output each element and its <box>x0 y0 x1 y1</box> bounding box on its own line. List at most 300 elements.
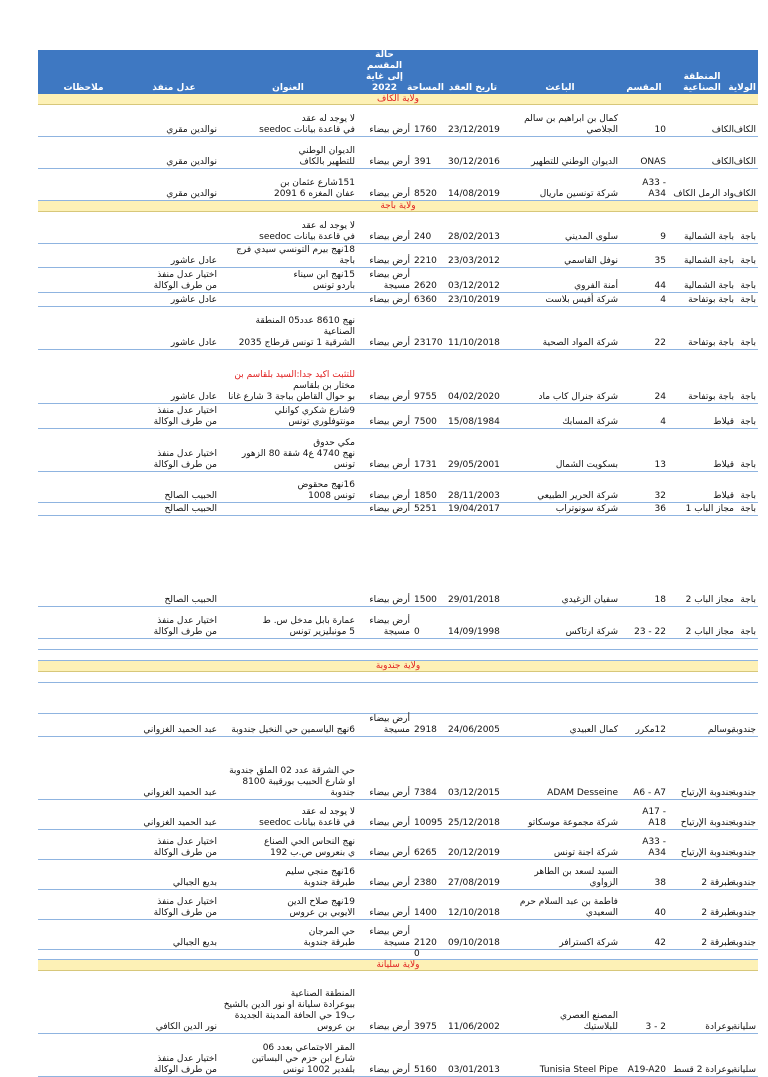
cell-contract-date: 29/01/2018 <box>448 595 500 605</box>
cell-notary: نوالدين مقري <box>129 169 219 201</box>
cell-address: عمارة بابل مدخل س. ط 5 مونبليزير تونس <box>219 607 357 639</box>
cell-address: نهج 8610 عدد05 المنطقة الصناعية الشرقية 1 تونس قرطاج 2035 <box>219 307 357 350</box>
cell-gov: جندوبة <box>736 860 758 890</box>
cell-promoter: شركة اكسترافر <box>500 920 620 950</box>
cell-notary: اختيار عدل منفذ من طرف الوكالة <box>129 607 219 639</box>
cell-notary: اختيار عدل منفذ من طرف الوكالة <box>129 404 219 429</box>
cell-area: 3975 <box>412 971 446 1034</box>
cell-notary: بديع الجبالي <box>129 860 219 890</box>
cell-gov: باجة <box>736 350 758 404</box>
cell-zone: قيلاط <box>668 429 736 472</box>
cell-land-state: أرض بيضاء <box>357 307 412 350</box>
cell-area: 6360 <box>412 293 446 307</box>
cell-gov: باجة <box>736 212 758 244</box>
cell-subdivision: 2 - 3 <box>620 971 668 1034</box>
cell-subdivision: A33 - A34 <box>620 830 668 860</box>
cell-address: لا يوجد له عقد في قاعدة بيانات seedoc <box>219 105 357 137</box>
cell-area: 7384 <box>412 737 446 800</box>
cell-promoter: سلوى المديني <box>500 212 620 244</box>
blank-row <box>38 650 758 661</box>
cell-promoter: شركة مجموعة موسكاتو <box>500 800 620 830</box>
empty-cell <box>129 950 219 960</box>
cell-land-state: أرض بيضاء <box>357 593 412 607</box>
header-remarks: ملاحظات <box>38 50 129 94</box>
cell-promoter: كمال بن ابراهيم بن سالم الجلاصي <box>500 105 620 137</box>
cell-zone: باجة الشمالية <box>668 244 736 268</box>
cell-zone: بوسالم <box>668 714 736 737</box>
cell-contract-date: 11/10/2018 <box>446 307 500 350</box>
cell-gov: باجة <box>736 268 758 293</box>
cell-contract-date: 15/08/1984 <box>446 404 500 429</box>
cell-contract-date: 11/06/2002 <box>446 971 500 1034</box>
header-gov: الولاية <box>736 50 758 94</box>
cell-gov: الكاف <box>736 169 758 201</box>
cell-land-state: أرض بيضاء <box>357 830 412 860</box>
cell-zone: باجة الشمالية <box>668 268 736 293</box>
cell-area: 240 <box>412 212 446 244</box>
cell-contract-date: 29/05/2001 <box>446 429 500 472</box>
cell-gov: سليانة <box>736 1034 758 1077</box>
table-row <box>38 607 758 639</box>
cell-promoter: شركة المواد الصحية <box>500 307 620 350</box>
cell-contract-date: 14/08/2019 <box>446 169 500 201</box>
cell-subdivision: A33 - A34 <box>620 169 668 201</box>
cell-subdivision: A19-A20 <box>620 1034 668 1077</box>
cell-notary: اختيار عدل منفذ من طرف الوكالة <box>129 830 219 860</box>
cell-gov: سليانة <box>736 971 758 1034</box>
cell-gov: باجة <box>736 307 758 350</box>
promoters-table-continued <box>38 593 758 1077</box>
cell-address: الديوان الوطني للتطهير بالكاف <box>219 137 357 169</box>
section-row <box>38 201 758 212</box>
cell-remarks <box>38 137 129 169</box>
subtotal-value: 0 <box>412 950 446 960</box>
cell-remarks <box>38 307 129 350</box>
table-row <box>38 472 758 503</box>
cell-area: 7500 <box>412 404 446 429</box>
cell-notary: عادل عاشور <box>129 350 219 404</box>
table-row <box>38 860 758 890</box>
table-row <box>38 137 758 169</box>
cell-notary: نوالدين مقري <box>129 105 219 137</box>
cell-promoter: شركة أفيس بلاست <box>500 293 620 307</box>
cell-zone: طبرقة 2 <box>668 890 736 920</box>
cell-address <box>219 503 357 516</box>
cell-zone: مجاز الباب 2 <box>668 607 736 639</box>
cell-address <box>219 350 357 404</box>
cell-area: 1400 <box>412 890 446 920</box>
cell-gov: باجة <box>736 293 758 307</box>
table-sheet-2 <box>38 593 758 1077</box>
header-address: العنوان <box>219 50 357 94</box>
cell-notary: عبد الحميد الغزواني <box>129 737 219 800</box>
cell-promoter: شركة الحرير الطبيعي <box>500 472 620 503</box>
cell-notary: اختيار عدل منفذ من طرف الوكالة <box>129 890 219 920</box>
cell-promoter: شركة ارتاكس <box>500 607 620 639</box>
cell-area: 1850 <box>412 472 446 503</box>
header-row <box>38 50 758 94</box>
cell-area: 0 <box>412 607 446 639</box>
cell-promoter: نوفل القاسمي <box>500 244 620 268</box>
cell-notary <box>129 212 219 244</box>
header-subdivision: المقسم <box>620 50 668 94</box>
cell-notary: اختيار عدل منفذ من طرف الوكالة <box>129 1034 219 1077</box>
cell-promoter: ADAM Desseine <box>500 737 620 800</box>
cell-zone: مجاز الباب 2 <box>668 593 736 607</box>
cell-address: 9شارع شكري كوانلي مونتوفلوري تونس <box>219 404 357 429</box>
cell-remarks <box>38 830 129 860</box>
cell-subdivision: 18 <box>620 593 668 607</box>
cell-land-state: أرض بيضاء <box>357 244 412 268</box>
cell-area: 2918 <box>412 714 446 737</box>
cell-contract-date: 12/10/2018 <box>446 890 500 920</box>
cell-contract-date: 23/10/2019 <box>446 293 500 307</box>
cell-land-state: أرض بيضاء <box>357 350 412 404</box>
cell-promoter: سفيان الزغيدي <box>500 593 620 607</box>
header-land-state: حالة المقسم إلى غاية 2022 <box>357 50 412 94</box>
cell-subdivision: 44 <box>620 268 668 293</box>
blank-cell <box>38 639 758 650</box>
cell-land-state: أرض بيضاء <box>357 890 412 920</box>
cell-area: 2120 <box>412 920 446 950</box>
cell-contract-date: 30/12/2016 <box>446 137 500 169</box>
cell-contract-date: 25/12/2018 <box>446 800 500 830</box>
cell-address <box>219 593 357 607</box>
table-row <box>38 800 758 830</box>
cell-subdivision: 4 <box>620 293 668 307</box>
cell-subdivision: 4 <box>620 404 668 429</box>
cell-contract-date: 09/10/2018 <box>446 920 500 950</box>
cell-subdivision: 13 <box>620 429 668 472</box>
cell-notary: نوالدين مقري <box>129 137 219 169</box>
cell-remarks <box>38 293 129 307</box>
cell-land-state: أرض بيضاء <box>357 971 412 1034</box>
cell-zone: جندوبة الإرتياح <box>668 830 736 860</box>
table-row <box>38 920 758 950</box>
cell-promoter: فاطمة بن عبد السلام حرم السعيدي <box>500 890 620 920</box>
cell-area: 1500 <box>412 593 446 607</box>
cell-subdivision: 12مكرر <box>620 714 668 737</box>
blank-row <box>38 683 758 714</box>
cell-land-state: أرض بيضاء <box>357 1034 412 1077</box>
table-row <box>38 429 758 472</box>
cell-promoter: السيد لسعد بن الطاهر الزواوي <box>500 860 620 890</box>
cell-land-state: أرض بيضاء <box>357 105 412 137</box>
cell-promoter: بسكويت الشمال <box>500 429 620 472</box>
cell-zone: قيلاط <box>668 472 736 503</box>
cell-zone: واد الرمل الكاف <box>668 169 736 201</box>
cell-address: المنطقة الصناعية ببوعرادة سليانة او نور الدين بالشيخ ب19 حي الحافة المدينة الجديدة بن عروس <box>219 971 357 1034</box>
cell-contract-date: 27/08/2019 <box>446 860 500 890</box>
table-row <box>38 503 758 516</box>
cell-contract-date: 04/02/2020 <box>446 350 500 404</box>
cell-remarks <box>38 593 129 607</box>
cell-area: 2210 <box>412 244 446 268</box>
header-notary: عدل منفذ <box>129 50 219 94</box>
cell-zone: باجة بوتفاحة <box>668 350 736 404</box>
empty-cell <box>219 950 357 960</box>
cell-address: 151شارع عثمان بن عفان المغزه 6 2091 <box>219 169 357 201</box>
cell-promoter: شركة اجنة تونس <box>500 830 620 860</box>
cell-subdivision: ONAS <box>620 137 668 169</box>
table-row <box>38 212 758 244</box>
address-warning-note: للتثبت اكيد جدا:السيد بلقاسم بن <box>234 370 355 380</box>
blank-cell <box>38 672 758 683</box>
cell-zone: طبرقة 2 <box>668 860 736 890</box>
section-title: ولاية سليانة <box>38 960 758 971</box>
table-row <box>38 890 758 920</box>
cell-contract-date: 19/04/2017 <box>448 504 500 514</box>
cell-remarks <box>38 714 129 737</box>
cell-area: 1731 <box>412 429 446 472</box>
blank-cell <box>38 683 758 714</box>
cell-address: 18نهج بيرم التونسي سيدي فرج باجة <box>219 244 357 268</box>
cell-subdivision: 40 <box>620 890 668 920</box>
header-zone: المنطقة الصناعية <box>668 50 736 94</box>
cell-subdivision: 36 <box>620 503 668 516</box>
cell-remarks <box>38 737 129 800</box>
cell-gov: باجة <box>736 244 758 268</box>
cell-land-state: أرض بيضاء <box>357 212 412 244</box>
table-row <box>38 1034 758 1077</box>
cell-notary: الحبيب الصالح <box>129 503 219 516</box>
cell-zone: الكاف <box>668 137 736 169</box>
cell-address: المقر الاجتماعي بعدد 06 شارع ابن حزم حي البساتين بلفدير 1002 تونس <box>219 1034 357 1077</box>
cell-area: 10095 <box>412 800 446 830</box>
empty-cell <box>357 950 412 960</box>
subtotal-row <box>38 950 758 960</box>
table-row <box>38 268 758 293</box>
cell-notary: اختيار عدل منفذ من طرف الوكالة <box>129 429 219 472</box>
table-row <box>38 105 758 137</box>
cell-zone: بوعرادة <box>668 971 736 1034</box>
cell-promoter: الديوان الوطني للتطهير <box>500 137 620 169</box>
cell-subdivision: 38 <box>620 860 668 890</box>
cell-remarks <box>38 169 129 201</box>
cell-notary: عبد الحميد الغزواني <box>129 714 219 737</box>
cell-contract-date: 24/06/2005 <box>446 714 500 737</box>
header-area: المساحة <box>412 50 446 94</box>
cell-land-state: أرض بيضاء مسيجة <box>357 714 412 737</box>
cell-remarks <box>38 920 129 950</box>
cell-area: 5160 <box>412 1034 446 1077</box>
cell-notary: نور الدين الكافي <box>129 971 219 1034</box>
cell-area: 8520 <box>412 169 446 201</box>
cell-promoter: شركة تونسين ماريال <box>500 169 620 201</box>
cell-contract-date: 23/12/2019 <box>446 105 500 137</box>
cell-remarks <box>38 429 129 472</box>
cell-gov: باجة <box>736 503 758 516</box>
cell-area: 5251 <box>412 503 446 516</box>
table-sheet-1 <box>38 50 758 516</box>
empty-cell <box>500 950 620 960</box>
cell-land-state: أرض بيضاء <box>357 860 412 890</box>
cell-gov: باجة <box>736 404 758 429</box>
table-row <box>38 350 758 404</box>
cell-address: 19نهج صلاح الدين الايوبي بن عروس <box>219 890 357 920</box>
table-row <box>38 404 758 429</box>
table-row <box>38 714 758 737</box>
cell-gov: جندوبة <box>736 830 758 860</box>
cell-remarks <box>38 860 129 890</box>
cell-notary: عادل عاشور <box>129 244 219 268</box>
cell-area: 9755 <box>412 350 446 404</box>
cell-contract-date: 03/01/2013 <box>446 1034 500 1077</box>
cell-contract-date: 14/09/1998 <box>446 607 500 639</box>
cell-gov: باجة <box>736 429 758 472</box>
cell-area: 2620 <box>412 268 446 293</box>
cell-notary: بديع الجبالي <box>129 920 219 950</box>
cell-address: مكي حدوق نهج 4740 ع4 شقة 80 الزهور تونس <box>219 429 357 472</box>
cell-subdivision: 9 <box>620 212 668 244</box>
empty-cell <box>446 950 500 960</box>
cell-gov: باجة <box>736 593 758 607</box>
cell-subdivision: 22 <box>620 307 668 350</box>
cell-zone: باجة بوتفاحة <box>668 293 736 307</box>
cell-notary: الحبيب الصالح <box>129 593 219 607</box>
cell-area: 391 <box>412 137 446 169</box>
cell-area: 23170 <box>412 307 446 350</box>
cell-land-state: أرض بيضاء <box>357 137 412 169</box>
table-row <box>38 307 758 350</box>
empty-cell <box>668 950 736 960</box>
cell-land-state: أرض بيضاء <box>357 472 412 503</box>
cell-remarks <box>38 472 129 503</box>
cell-address: حي الشرقة عدد 02 الملق جندوبة او شارع الحبيب بورقيبة 8100 جندوبة <box>219 737 357 800</box>
cell-zone: الكاف <box>668 105 736 137</box>
cell-gov: جندوبة <box>736 920 758 950</box>
table-row <box>38 593 758 607</box>
cell-remarks <box>38 503 129 516</box>
cell-subdivision: 32 <box>620 472 668 503</box>
cell-gov: جندوبة <box>736 714 758 737</box>
cell-remarks <box>38 350 129 404</box>
cell-gov: جندوبة <box>736 737 758 800</box>
empty-cell <box>620 950 668 960</box>
cell-gov: جندوبة <box>736 800 758 830</box>
cell-promoter: شركة جنرال كاب ماد <box>500 350 620 404</box>
cell-address: 16نهج محقوض تونس 1008 <box>219 472 357 503</box>
cell-remarks <box>38 800 129 830</box>
section-row <box>38 960 758 971</box>
cell-gov: باجة <box>736 607 758 639</box>
cell-contract-date: 20/12/2019 <box>446 830 500 860</box>
header-contract-date: تاريخ العقد <box>446 50 500 94</box>
cell-remarks <box>38 268 129 293</box>
cell-contract-date: 28/02/2013 <box>446 212 500 244</box>
cell-contract-date: 28/11/2003 <box>446 472 500 503</box>
cell-remarks <box>38 404 129 429</box>
section-row <box>38 661 758 672</box>
section-title: ولاية الكاف <box>38 94 758 105</box>
cell-remarks <box>38 244 129 268</box>
cell-notary: عبد الحميد الغزواني <box>129 800 219 830</box>
cell-zone: باجة الشمالية <box>668 212 736 244</box>
table-row <box>38 737 758 800</box>
cell-zone: باجة بوتفاحة <box>668 307 736 350</box>
cell-land-state: أرض بيضاء مسيجة <box>357 607 412 639</box>
cell-gov: الكاف <box>736 137 758 169</box>
table-body-2 <box>38 593 758 1077</box>
cell-promoter: شركة سونوتراب <box>500 503 620 516</box>
cell-address: نهج النحاس الحي الصناع ي بنعروس ص.ب 192 <box>219 830 357 860</box>
empty-cell <box>38 950 129 960</box>
cell-gov: جندوبة <box>736 890 758 920</box>
cell-subdivision: 22 - 23 <box>620 607 668 639</box>
cell-subdivision: 42 <box>620 920 668 950</box>
cell-notary: اختيار عدل منفذ من طرف الوكالة <box>129 268 219 293</box>
section-row <box>38 94 758 105</box>
cell-address <box>219 293 357 307</box>
empty-cell <box>736 950 758 960</box>
cell-contract-date: 03/12/2012 <box>446 268 500 293</box>
cell-land-state: أرض بيضاء <box>357 737 412 800</box>
cell-subdivision: 10 <box>620 105 668 137</box>
cell-remarks <box>38 607 129 639</box>
cell-zone: بوعرادة 2 قسط <box>668 1034 736 1077</box>
table-body-1 <box>38 94 758 516</box>
table-row <box>38 293 758 307</box>
cell-land-state: أرض بيضاء <box>357 404 412 429</box>
cell-land-state: أرض بيضاء <box>357 429 412 472</box>
cell-promoter: أمنة الفروي <box>500 268 620 293</box>
cell-land-state: أرض بيضاء <box>357 293 412 307</box>
cell-zone: مجاز الباب 1 <box>668 503 736 516</box>
cell-address: 15نهج ابن سيناء باردو تونس <box>219 268 357 293</box>
cell-remarks <box>38 1034 129 1077</box>
cell-area: 6265 <box>412 830 446 860</box>
address-text: مختار بن بلقاسم بو حوال القاطن بباجة 3 شارع غانا <box>228 381 355 402</box>
cell-notary: الحبيب الصالح <box>129 472 219 503</box>
cell-subdivision: 35 <box>620 244 668 268</box>
cell-land-state: أرض بيضاء <box>357 169 412 201</box>
cell-gov: الكاف <box>736 105 758 137</box>
cell-promoter: المصنع العصري للبلاستيك <box>500 971 620 1034</box>
table-row <box>38 971 758 1034</box>
cell-zone: جندوبة الإرتياح <box>668 800 736 830</box>
cell-address: 16نهج منجي سليم طبرقة جندوبة <box>219 860 357 890</box>
header-promoter: الباعث <box>500 50 620 94</box>
cell-land-state: أرض بيضاء <box>357 503 412 516</box>
cell-subdivision: A17 - A18 <box>620 800 668 830</box>
blank-cell <box>38 650 758 661</box>
cell-land-state: أرض بيضاء مسيجة <box>357 920 412 950</box>
cell-zone: طبرقة 2 <box>668 920 736 950</box>
table-row <box>38 830 758 860</box>
cell-promoter: شركة المسابك <box>500 404 620 429</box>
section-title: ولاية باجة <box>38 201 758 212</box>
cell-notary: عادل عاشور <box>129 307 219 350</box>
cell-address: 6نهج الياسمين حي النخيل جندوبة <box>219 714 357 737</box>
cell-address: حي المرجان طبرقة جندوبة <box>219 920 357 950</box>
cell-address: لا يوجد له عقد في قاعدة بيانات seedoc <box>219 212 357 244</box>
cell-promoter: كمال العبيدي <box>500 714 620 737</box>
cell-area: 2380 <box>412 860 446 890</box>
cell-area: 1760 <box>412 105 446 137</box>
cell-gov: باجة <box>736 472 758 503</box>
cell-contract-date: 23/03/2012 <box>446 244 500 268</box>
cell-promoter: Tunisia Steel Pipe <box>500 1034 620 1077</box>
cell-land-state: أرض بيضاء مسيجة <box>357 268 412 293</box>
cell-subdivision: 24 <box>620 350 668 404</box>
table-row <box>38 244 758 268</box>
cell-notary: عادل عاشور <box>129 293 219 307</box>
cell-land-state: أرض بيضاء <box>357 800 412 830</box>
promoters-table <box>38 50 758 516</box>
cell-remarks <box>38 105 129 137</box>
blank-row <box>38 639 758 650</box>
cell-address: لا يوجد له عقد في قاعدة بيانات seedoc <box>219 800 357 830</box>
